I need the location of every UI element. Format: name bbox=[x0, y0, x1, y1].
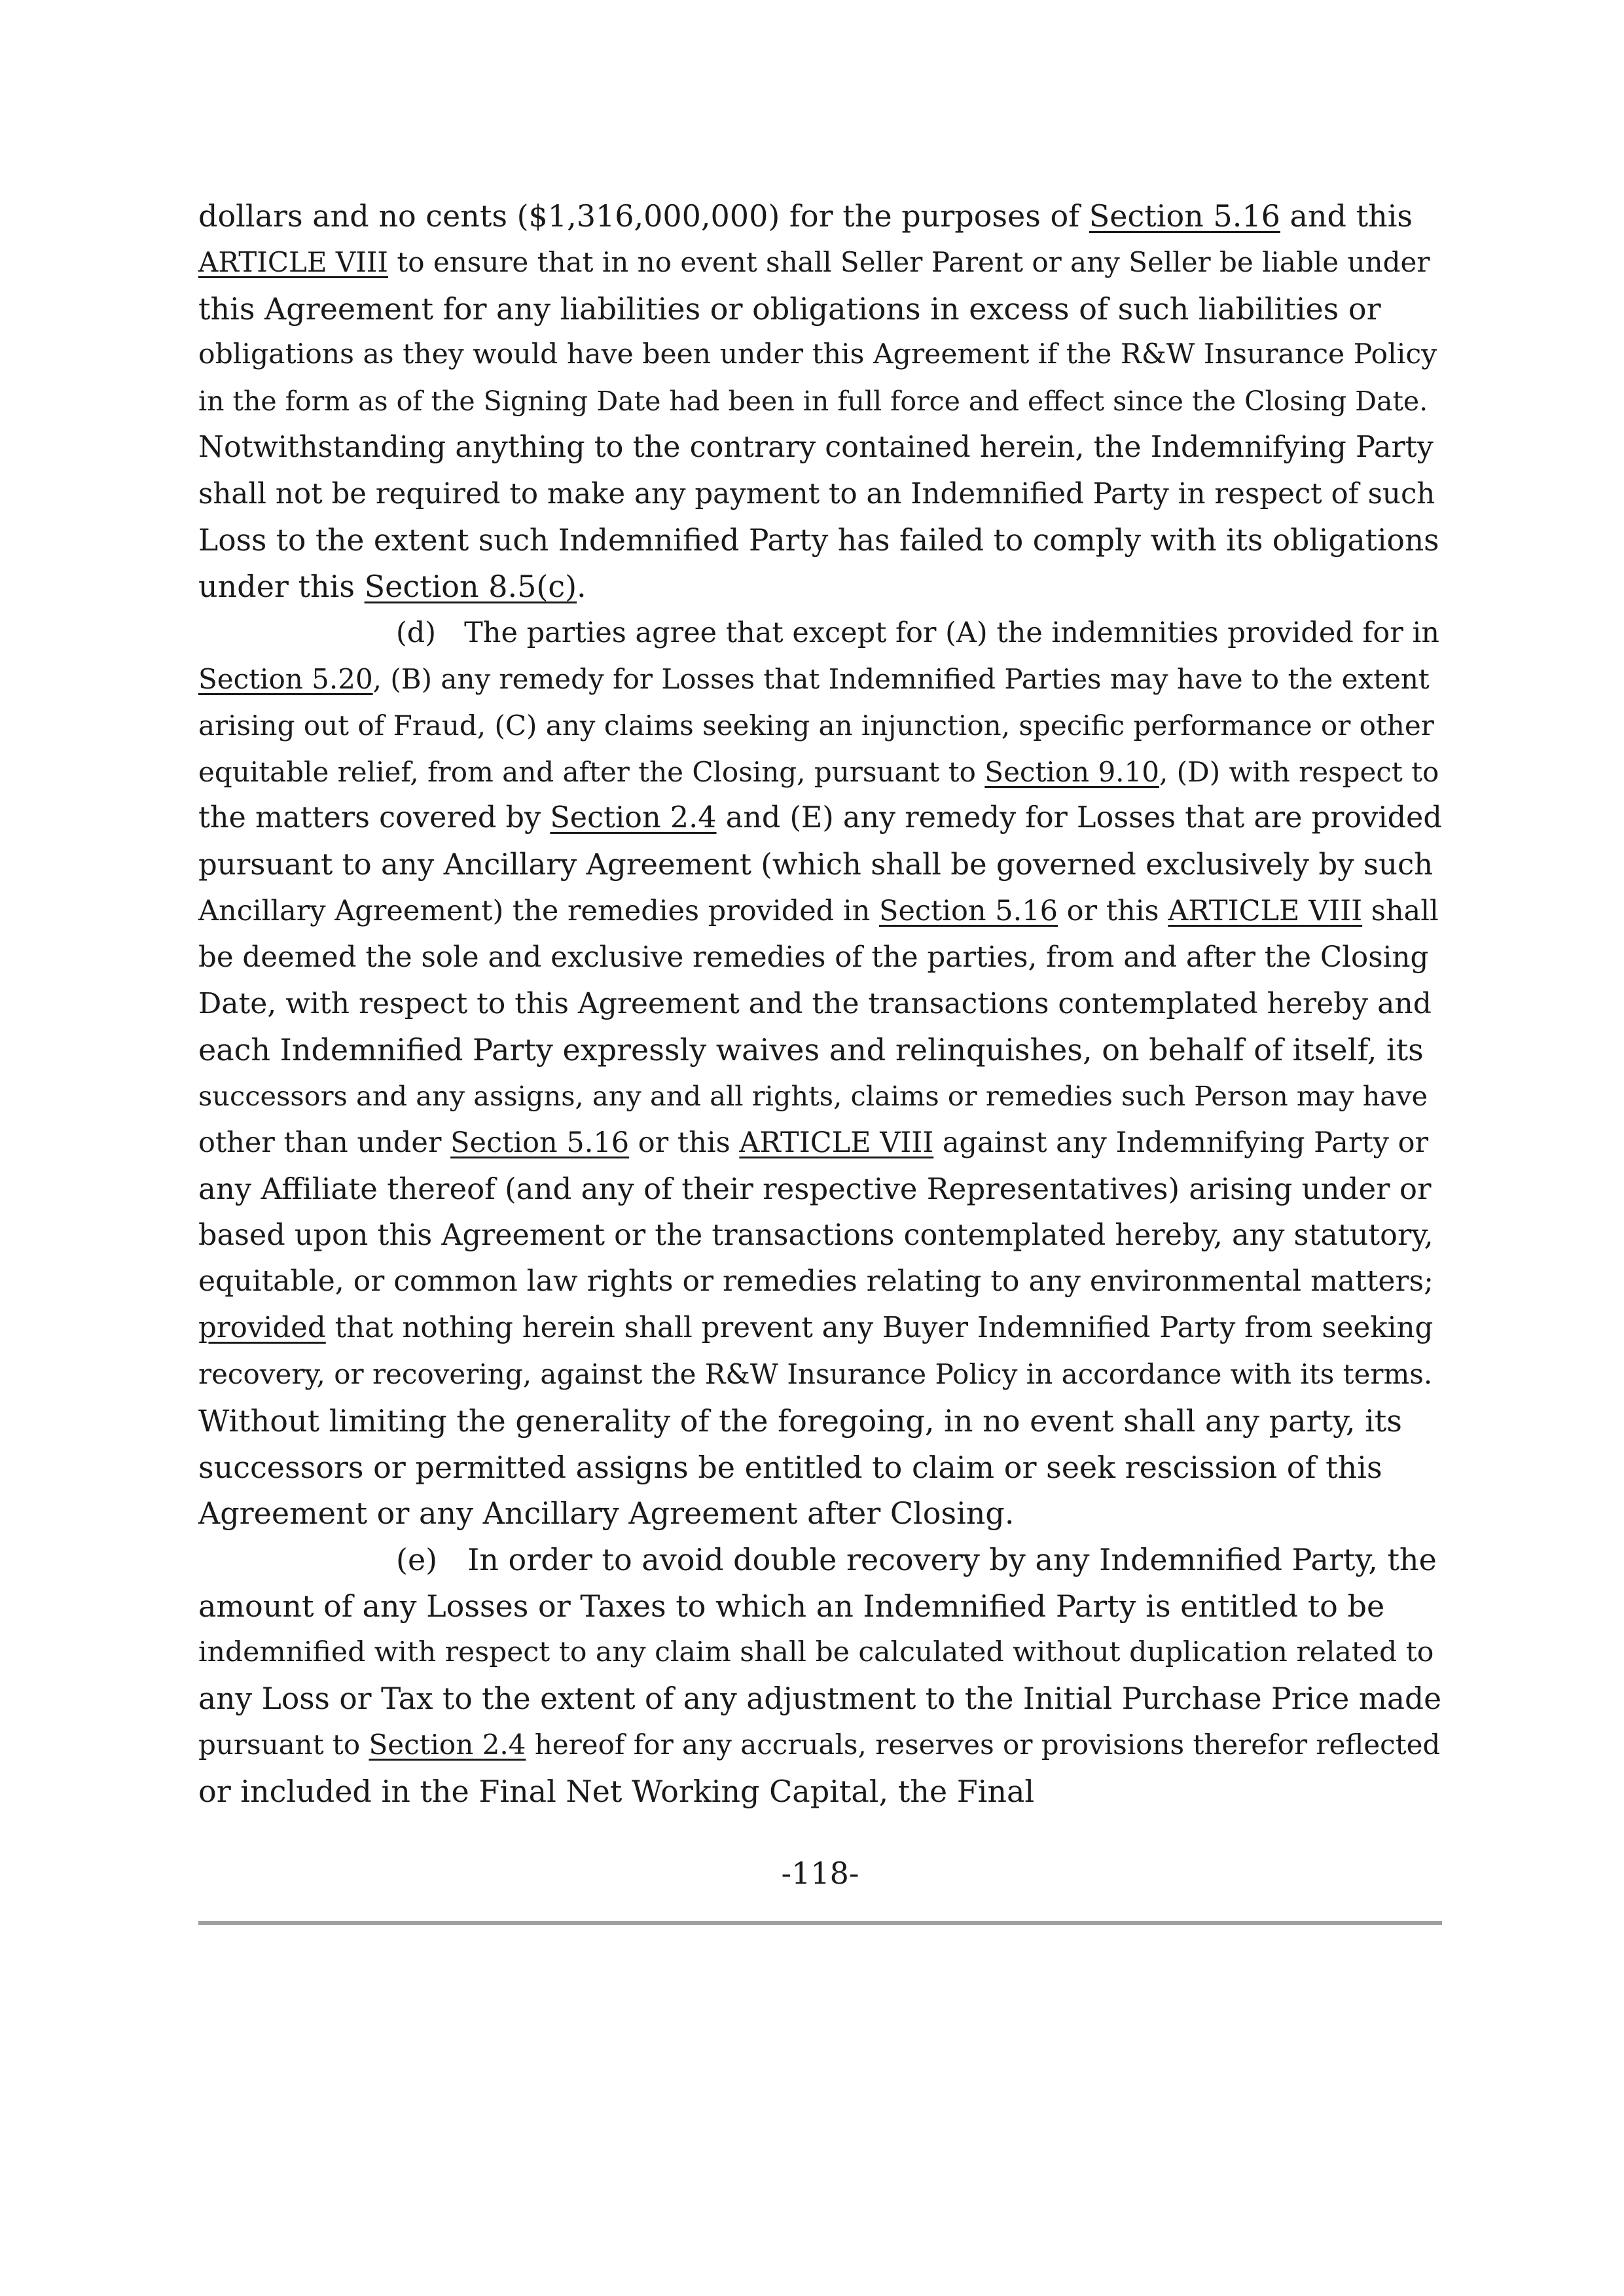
text-line bbox=[198, 425, 1442, 471]
text-segment: pursuant to bbox=[198, 1729, 369, 1761]
text-line bbox=[198, 842, 1442, 888]
text-segment: shall not be required to make any payment to an Indemnified Party in respect of such bbox=[198, 477, 1435, 511]
text-segment: this Agreement for any liabilities or obligations in excess of such liabilities or bbox=[198, 291, 1381, 327]
text-line bbox=[198, 703, 1442, 749]
cross-reference: ARTICLE VIII bbox=[1168, 894, 1363, 927]
cross-reference: Section 2.4 bbox=[369, 1729, 526, 1761]
text-line bbox=[198, 749, 1442, 796]
cross-reference: Section 9.10 bbox=[984, 755, 1159, 788]
text-line bbox=[198, 1722, 1442, 1768]
text-line bbox=[198, 656, 1442, 703]
text-line bbox=[198, 610, 1442, 656]
text-line bbox=[198, 1676, 1442, 1723]
text-line bbox=[198, 1490, 1442, 1537]
text-segment: in the form as of the Signing Date had been in full force and effect since the Closing Date. bbox=[198, 386, 1428, 418]
document-body bbox=[198, 193, 1442, 1815]
text-segment: , (B) any remedy for Losses that Indemnified Parties may have to the extent bbox=[372, 662, 1430, 695]
text-segment: amount of any Losses or Taxes to which an Indemnified Party is entitled to be bbox=[198, 1588, 1385, 1624]
text-line bbox=[198, 378, 1442, 425]
text-line bbox=[198, 1444, 1442, 1491]
text-segment: recovery, or recovering, against the R&W Insurance Policy in accordance with its terms. bbox=[198, 1357, 1433, 1390]
text-line bbox=[198, 935, 1442, 981]
text-segment: . bbox=[577, 569, 586, 605]
text-segment: indemnified with respect to any claim shall be calculated without duplication related to bbox=[198, 1636, 1434, 1668]
text-line bbox=[198, 981, 1442, 1028]
text-segment: , (D) with respect to bbox=[1159, 755, 1439, 788]
text-segment: arising out of Fraud, (C) any claims seeking an injunction, specific performance or other bbox=[198, 709, 1434, 742]
text-line bbox=[198, 1537, 1442, 1583]
cross-reference: provided bbox=[198, 1312, 326, 1345]
cross-reference: Section 5.16 bbox=[878, 894, 1058, 927]
text-line bbox=[198, 332, 1442, 378]
text-segment: Agreement or any Ancillary Agreement after Closing. bbox=[198, 1496, 1015, 1532]
text-segment: equitable, or common law rights or remedies relating to any environmental matters; bbox=[198, 1265, 1434, 1299]
text-line bbox=[198, 1213, 1442, 1259]
text-segment: shall bbox=[1362, 894, 1439, 927]
text-segment: hereof for any accruals, reserves or provisions therefor reflected bbox=[526, 1729, 1441, 1761]
footer-divider bbox=[198, 1921, 1442, 1925]
text-line bbox=[198, 1259, 1442, 1305]
cross-reference: Section 5.16 bbox=[1089, 198, 1280, 234]
text-segment: each Indemnified Party expressly waives and relinquishes, on behalf of itself, its bbox=[198, 1032, 1424, 1068]
text-segment: and (E) any remedy for Losses that are provided bbox=[716, 801, 1442, 835]
text-line bbox=[198, 1027, 1442, 1073]
text-line bbox=[198, 1352, 1442, 1398]
cross-reference: Section 2.4 bbox=[550, 801, 717, 835]
cross-reference: ARTICLE VIII bbox=[198, 245, 388, 278]
text-line bbox=[198, 1120, 1442, 1166]
text-segment: pursuant to any Ancillary Agreement (which shall be governed exclusively by such bbox=[198, 847, 1434, 882]
text-segment: based upon this Agreement or the transactions contemplated hereby, any statutory, bbox=[198, 1218, 1434, 1252]
text-segment: successors and any assigns, any and all rights, claims or remedies such Person may have bbox=[198, 1080, 1428, 1113]
text-line bbox=[198, 564, 1442, 610]
text-line bbox=[198, 795, 1442, 842]
text-line bbox=[198, 518, 1442, 564]
text-segment: Notwithstanding anything to the contrary contained herein, the Indemnifying Party bbox=[198, 430, 1434, 464]
text-segment: (d) The parties agree that except for (A) the indemnities provided for in bbox=[396, 617, 1439, 650]
text-segment: any Affiliate thereof (and any of their respective Representatives) arising under or bbox=[198, 1171, 1432, 1206]
text-segment: Ancillary Agreement) the remedies provided in bbox=[198, 894, 879, 927]
text-segment: Loss to the extent such Indemnified Party has failed to comply with its obligations bbox=[198, 522, 1439, 558]
text-line bbox=[198, 1166, 1442, 1213]
text-segment: or this bbox=[629, 1126, 740, 1159]
text-line bbox=[198, 1583, 1442, 1630]
text-segment: any Loss or Tax to the extent of any adjustment to the Initial Purchase Price made bbox=[198, 1681, 1442, 1716]
text-line bbox=[198, 471, 1442, 518]
text-segment: or this bbox=[1058, 894, 1168, 927]
text-segment: equitable relief, from and after the Closing, pursuant to bbox=[198, 755, 985, 788]
text-line bbox=[198, 888, 1442, 935]
page-number: -118- bbox=[781, 1856, 859, 1891]
cross-reference: ARTICLE VIII bbox=[739, 1126, 934, 1159]
text-line bbox=[198, 1073, 1442, 1120]
text-segment: be deemed the sole and exclusive remedies of the parties, from and after the Closing bbox=[198, 941, 1429, 974]
text-line bbox=[198, 193, 1442, 240]
text-segment: under this bbox=[198, 569, 365, 605]
cross-reference: Section 8.5(c) bbox=[364, 569, 577, 605]
text-segment: Without limiting the generality of the foregoing, in no event shall any party, its bbox=[198, 1403, 1402, 1439]
text-segment: and this bbox=[1280, 198, 1413, 234]
text-segment: successors or permitted assigns be entitled to claim or seek rescission of this bbox=[198, 1449, 1382, 1485]
text-line bbox=[198, 240, 1442, 286]
cross-reference: Section 5.16 bbox=[450, 1126, 630, 1159]
text-segment: the matters covered by bbox=[198, 801, 550, 835]
text-line bbox=[198, 1305, 1442, 1352]
text-segment: to ensure that in no event shall Seller Parent or any Seller be liable under bbox=[388, 245, 1430, 278]
text-line bbox=[198, 1398, 1442, 1444]
text-segment: Date, with respect to this Agreement and the transactions contemplated hereby and bbox=[198, 986, 1432, 1020]
text-segment: against any Indemnifying Party or bbox=[933, 1126, 1429, 1159]
text-segment: (e) In order to avoid double recovery by any Indemnified Party, the bbox=[396, 1542, 1437, 1578]
text-line bbox=[198, 1630, 1442, 1676]
cross-reference: Section 5.20 bbox=[198, 662, 373, 695]
text-line bbox=[198, 286, 1442, 332]
text-line bbox=[198, 1768, 1442, 1815]
text-segment: obligations as they would have been under this Agreement if the R&W Insurance Policy bbox=[198, 338, 1437, 371]
text-segment: other than under bbox=[198, 1126, 451, 1159]
text-segment: dollars and no cents ($1,316,000,000) for the purposes of bbox=[198, 198, 1089, 234]
text-segment: that nothing herein shall prevent any Buyer Indemnified Party from seeking bbox=[325, 1312, 1434, 1345]
text-segment: or included in the Final Net Working Capital, the Final bbox=[198, 1774, 1035, 1810]
